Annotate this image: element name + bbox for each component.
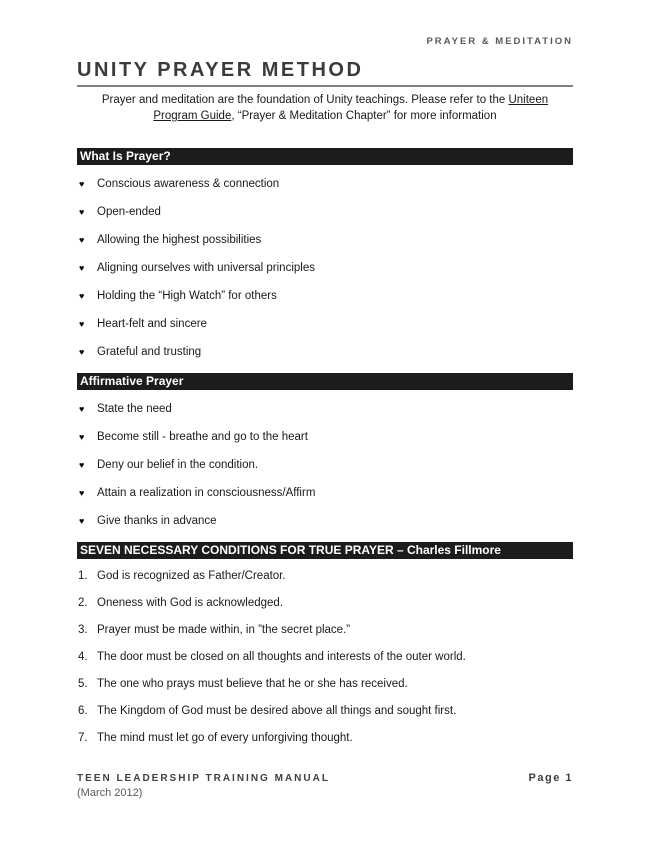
list-item-number: 6. [78, 705, 88, 717]
what-is-prayer-list [77, 165, 573, 359]
heart-bullet-icon: ♥ [79, 179, 85, 189]
list-item [79, 289, 573, 303]
list-item [79, 345, 573, 359]
list-item-text: Allowing the highest possibilities [97, 234, 262, 246]
list-item [79, 317, 573, 331]
list-item-number: 4. [78, 651, 88, 663]
footer-row [77, 772, 573, 784]
heart-bullet-icon: ♥ [79, 291, 85, 301]
list-item-text: Aligning ourselves with universal principles [97, 262, 315, 274]
heart-bullet-icon: ♥ [79, 488, 85, 498]
document-category-label: PRAYER & MEDITATION [426, 36, 573, 47]
page-content [77, 0, 573, 745]
heart-bullet-icon: ♥ [79, 460, 85, 470]
list-item [79, 177, 573, 191]
affirmative-prayer-list [77, 390, 573, 528]
list-item [78, 623, 573, 637]
list-item [78, 569, 573, 583]
list-item-text: The Kingdom of God must be desired above all things and sought first. [97, 705, 457, 717]
heart-bullet-icon: ♥ [79, 235, 85, 245]
list-item-text: Become still - breathe and go to the heart [97, 431, 308, 443]
list-item-text: The door must be closed on all thoughts and interests of the outer world. [97, 651, 466, 663]
list-item [78, 704, 573, 718]
section-heading-seven-conditions: SEVEN NECESSARY CONDITIONS FOR TRUE PRAYER – Charles Fillmore [77, 542, 573, 559]
list-item [78, 677, 573, 691]
seven-conditions-list [77, 559, 573, 745]
list-item-text: Open-ended [97, 206, 161, 218]
intro-text-after: , “Prayer & Meditation Chapter” for more information [231, 110, 497, 122]
page-title: UNITY PRAYER METHOD [77, 59, 364, 81]
section-heading-what-is-prayer: What Is Prayer? [77, 148, 573, 165]
list-item-text: The one who prays must believe that he or she has received. [97, 678, 408, 690]
list-item-number: 1. [78, 570, 88, 582]
footer-page-number: Page 1 [528, 772, 573, 784]
footer-date: (March 2012) [77, 787, 143, 799]
list-item-number: 7. [78, 732, 88, 744]
heart-bullet-icon: ♥ [79, 404, 85, 414]
footer-manual-title: TEEN LEADERSHIP TRAINING MANUAL [77, 773, 330, 784]
list-item-text: Attain a realization in consciousness/Affirm [97, 487, 316, 499]
list-item-text: State the need [97, 403, 172, 415]
list-item [79, 205, 573, 219]
list-item-text: God is recognized as Father/Creator. [97, 570, 286, 582]
title-block [77, 59, 573, 87]
list-item-number: 2. [78, 597, 88, 609]
heart-bullet-icon: ♥ [79, 432, 85, 442]
list-item [79, 430, 573, 444]
list-item-text: Give thanks in advance [97, 515, 217, 527]
list-item [79, 458, 573, 472]
heart-bullet-icon: ♥ [79, 319, 85, 329]
list-item-text: The mind must let go of every unforgiving thought. [97, 732, 353, 744]
list-item [79, 233, 573, 247]
list-item [79, 261, 573, 275]
list-item [79, 402, 573, 416]
list-item [79, 486, 573, 500]
intro-text-before: Prayer and meditation are the foundation of Unity teachings. Please refer to the [101, 94, 509, 106]
list-item-number: 3. [78, 624, 88, 636]
heart-bullet-icon: ♥ [79, 347, 85, 357]
list-item-text: Holding the “High Watch” for others [97, 290, 277, 302]
list-item [78, 650, 573, 664]
list-item-text: Heart-felt and sincere [97, 318, 207, 330]
list-item-text: Prayer must be made within, in ”the secret place.” [97, 624, 351, 636]
intro-paragraph [77, 92, 573, 124]
heart-bullet-icon: ♥ [79, 207, 85, 217]
heart-bullet-icon: ♥ [79, 263, 85, 273]
list-item [79, 514, 573, 528]
section-heading-affirmative-prayer: Affirmative Prayer [77, 373, 573, 390]
page-footer [77, 772, 573, 799]
list-item-text: Deny our belief in the condition. [97, 459, 259, 471]
heart-bullet-icon: ♥ [79, 516, 85, 526]
list-item-text: Conscious awareness & connection [97, 178, 280, 190]
list-item-text: Grateful and trusting [97, 346, 202, 358]
uniteen-program-guide-link[interactable]: Uniteen Program Guide [153, 94, 549, 122]
list-item [78, 731, 573, 745]
list-item-number: 5. [78, 678, 88, 690]
list-item-text: Oneness with God is acknowledged. [97, 597, 284, 609]
list-item [78, 596, 573, 610]
